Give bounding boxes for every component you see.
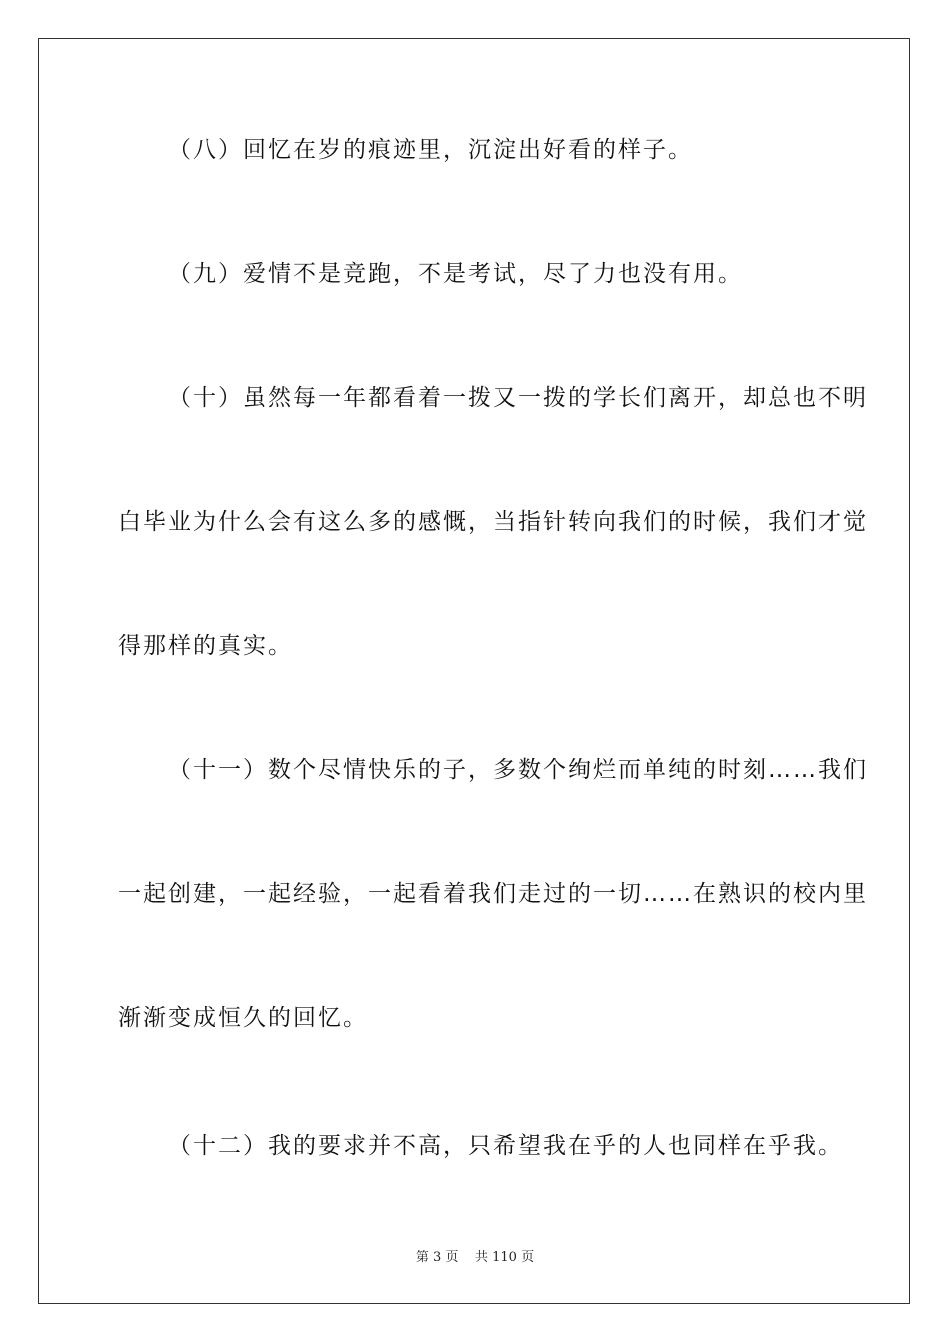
paragraph-11-line-2: 一起创建，一起经验，一起看着我们走过的一切……在熟识的校内里 bbox=[118, 881, 868, 907]
page-number-footer: 第 3 页 共 110 页 bbox=[415, 1250, 535, 1265]
paragraph-12: （十二）我的要求并不高，只希望我在乎的人也同样在乎我。 bbox=[168, 1133, 843, 1159]
paragraph-9: （九）爱情不是竞跑，不是考试，尽了力也没有用。 bbox=[168, 261, 743, 287]
paragraph-10-line-2: 白毕业为什么会有这么多的感慨，当指针转向我们的时候，我们才觉 bbox=[118, 509, 868, 535]
paragraph-11-line-3: 渐渐变成恒久的回忆。 bbox=[118, 1005, 368, 1031]
paragraph-8: （八）回忆在岁的痕迹里，沉淀出好看的样子。 bbox=[168, 137, 693, 163]
paragraph-10-line-3: 得那样的真实。 bbox=[118, 633, 293, 659]
page-frame bbox=[38, 38, 910, 1304]
paragraph-11-line-1: （十一）数个尽情快乐的子，多数个绚烂而单纯的时刻……我们 bbox=[168, 757, 868, 783]
paragraph-10-line-1: （十）虽然每一年都看着一拨又一拨的学长们离开，却总也不明 bbox=[168, 385, 868, 411]
